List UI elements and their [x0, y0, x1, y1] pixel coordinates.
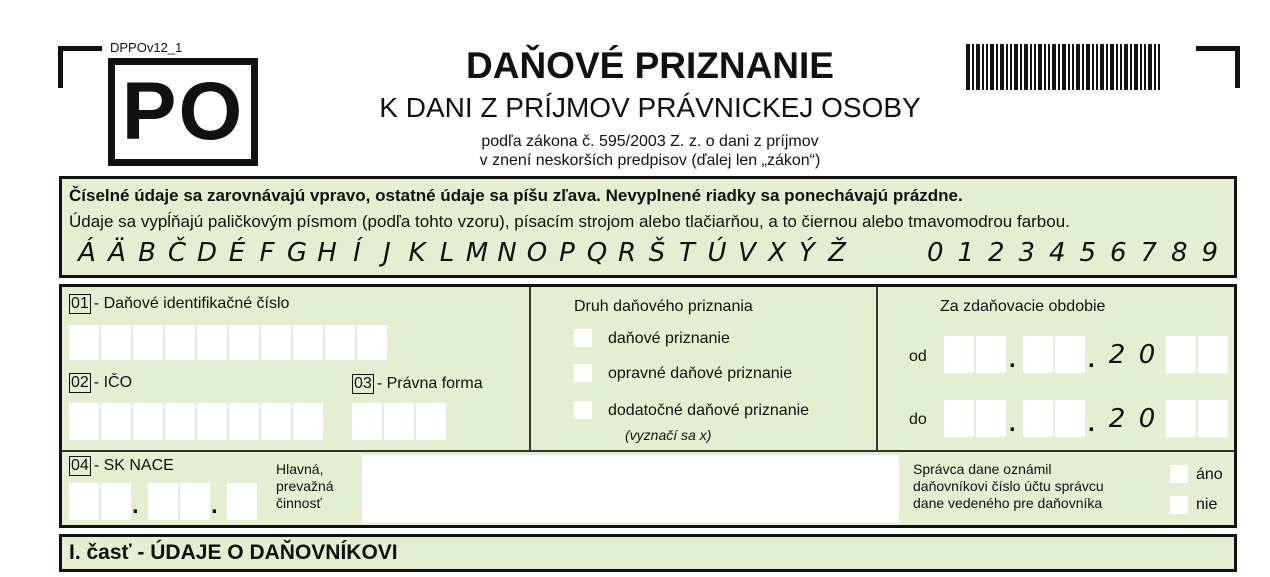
return-type-supplementary-checkbox[interactable]: [574, 401, 592, 419]
digit-cell[interactable]: [352, 403, 382, 440]
sample-letter: Ä: [108, 238, 126, 268]
return-type-heading: Druh daňového priznania: [574, 298, 753, 315]
field-02-text: - IČO: [93, 374, 133, 391]
dic-input[interactable]: [69, 325, 389, 360]
bank-notice-line: daňovníkovi číslo účtu správcu: [913, 478, 1104, 494]
sample-letter: G: [286, 238, 308, 268]
period-to-year-prefix: [1102, 404, 1162, 434]
digit-cell[interactable]: [416, 403, 446, 440]
corner-mark-top-left: [58, 46, 102, 51]
sample-letter: F: [259, 238, 275, 268]
sample-digit: 2: [987, 238, 1005, 268]
sample-letter: J: [383, 238, 391, 268]
law-reference-line-1: podľa zákona č. 595/2003 Z. z. o dani z príjmov: [481, 133, 819, 150]
section-title: I. časť - ÚDAJE O DAŇOVNÍKOVI: [69, 541, 398, 564]
corner-mark-top-left-vertical: [58, 46, 63, 88]
sample-letter: L: [439, 238, 455, 268]
sample-letter: R: [617, 238, 637, 268]
sample-letter: Ý: [799, 238, 815, 268]
field-04-number: 04: [71, 457, 89, 474]
digit-cell[interactable]: [229, 325, 259, 360]
main-activity-label: [276, 461, 334, 512]
sample-digit: 4: [1048, 238, 1066, 268]
period-from-day-input[interactable]: [944, 336, 1008, 373]
separator-dot: .: [132, 492, 139, 519]
return-type-corrective-label: opravné daňové priznanie: [608, 365, 793, 382]
period-to-year-input[interactable]: [1166, 400, 1230, 437]
nace-part-1-input[interactable]: [69, 483, 133, 520]
instructions-text: Údaje sa vypĺňajú paličkovým písmom (podľa tohto vzoru), písacím strojom alebo tlačiarňou, a to čiernou alebo tmavomodrou farbou.: [69, 212, 1070, 231]
digit-cell[interactable]: [293, 403, 323, 440]
digit-cell[interactable]: [165, 325, 195, 360]
period-from-year-prefix: [1102, 340, 1162, 370]
digit-cell[interactable]: [69, 403, 99, 440]
corner-mark-top-right-vertical: [1235, 46, 1240, 88]
period-from-label: od: [909, 348, 927, 365]
digit-cell[interactable]: [101, 483, 131, 520]
law-reference-line-2: v znení neskorších predpisov (ďalej len „zákon“): [479, 152, 821, 169]
field-04-text: - SK NACE: [93, 457, 174, 474]
digit-cell[interactable]: [944, 400, 974, 437]
year-digit: 2: [1108, 340, 1126, 370]
digit-cell[interactable]: [197, 325, 227, 360]
nace-part-2-input[interactable]: [148, 483, 212, 520]
year-digit: 0: [1138, 404, 1156, 434]
digit-cell[interactable]: [1198, 400, 1228, 437]
sample-digit: 3: [1018, 238, 1036, 268]
separator-dot: .: [1088, 346, 1095, 373]
legal-form-input[interactable]: [352, 403, 448, 440]
form-badge-text: PO: [121, 66, 245, 157]
period-to-day-input[interactable]: [944, 400, 1008, 437]
sample-letter: V: [738, 238, 756, 268]
separator-dot: .: [211, 492, 218, 519]
main-activity-input[interactable]: [362, 455, 899, 523]
instructions-bold-text: Číselné údaje sa zarovnávajú vpravo, ostatné údaje sa píšu zľava. Nevyplnené riadky sa ponechávajú prázdne.: [69, 186, 963, 205]
sample-letter: Ž: [828, 238, 846, 268]
field-04-label: [69, 456, 174, 476]
main-activity-label-line: Hlavná,: [276, 461, 324, 477]
sample-letters: [72, 238, 852, 268]
year-digit: 0: [1138, 340, 1156, 370]
barcode: [966, 44, 1160, 90]
digit-cell[interactable]: [1166, 336, 1196, 373]
main-activity-label-line: činnosť: [276, 495, 322, 511]
bank-notice-yes-checkbox[interactable]: [1170, 465, 1188, 483]
digit-cell[interactable]: [293, 325, 323, 360]
field-01-number: 01: [71, 295, 89, 312]
return-type-regular-checkbox[interactable]: [574, 329, 592, 347]
sample-digit: 9: [1201, 238, 1219, 268]
digit-cell[interactable]: [101, 403, 131, 440]
digit-cell[interactable]: [69, 325, 99, 360]
digit-cell[interactable]: [180, 483, 210, 520]
field-01-label: [69, 294, 289, 314]
sample-letter: N: [497, 238, 517, 268]
sample-letter: Š: [648, 238, 666, 268]
digit-cell[interactable]: [976, 336, 1006, 373]
sample-digit: 7: [1140, 238, 1158, 268]
sample-letter: Í: [353, 238, 361, 268]
digit-cell[interactable]: [976, 400, 1006, 437]
digit-cell[interactable]: [261, 403, 291, 440]
field-03-text: - Právna forma: [376, 375, 483, 392]
digit-cell[interactable]: [1055, 336, 1085, 373]
main-activity-label-line: prevažná: [276, 478, 334, 494]
bank-notice-no-label: nie: [1196, 496, 1218, 513]
digit-cell[interactable]: [325, 325, 355, 360]
period-to-month-input[interactable]: [1023, 400, 1087, 437]
bank-notice-text: [913, 461, 1104, 512]
return-type-regular-label: daňové priznanie: [608, 330, 730, 347]
field-01-text: - Daňové identifikačné číslo: [93, 295, 290, 312]
sample-letter: D: [196, 238, 218, 268]
sample-digits: [920, 238, 1225, 268]
sample-letter: Q: [586, 238, 608, 268]
digit-cell[interactable]: [1023, 336, 1053, 373]
sample-letter: Ú: [707, 238, 727, 268]
sample-digit: 0: [926, 238, 944, 268]
digit-cell[interactable]: [165, 403, 195, 440]
form-code: DPPOv12_1: [110, 40, 183, 55]
bank-notice-yes-label: áno: [1196, 466, 1223, 483]
sample-letter: B: [138, 238, 156, 268]
field-03-number: 03: [354, 375, 372, 392]
digit-cell[interactable]: [1023, 400, 1053, 437]
digit-cell[interactable]: [357, 325, 387, 360]
sample-letter: M: [465, 238, 489, 268]
divider: [62, 450, 1234, 452]
digit-cell[interactable]: [229, 403, 259, 440]
sample-digit: 5: [1079, 238, 1097, 268]
separator-dot: .: [1088, 410, 1095, 437]
nace-part-3-input[interactable]: [227, 483, 259, 520]
digit-cell[interactable]: [133, 403, 163, 440]
field-02-label: [69, 373, 132, 393]
digit-cell[interactable]: [197, 403, 227, 440]
sample-letter: X: [768, 238, 786, 268]
return-type-note: (vyznačí sa x): [625, 427, 712, 443]
period-to-label: do: [909, 411, 927, 428]
sample-letter: O: [526, 238, 548, 268]
digit-cell[interactable]: [1055, 400, 1085, 437]
bank-notice-line: dane vedeného pre daňovníka: [913, 495, 1103, 511]
form-badge: [108, 58, 258, 166]
sample-digit: 8: [1170, 238, 1188, 268]
separator-dot: .: [1009, 410, 1016, 437]
period-from-month-input[interactable]: [1023, 336, 1087, 373]
digit-cell[interactable]: [944, 336, 974, 373]
bank-notice-line: Správca dane oznámil: [913, 461, 1052, 477]
period-from-year-input[interactable]: [1166, 336, 1230, 373]
digit-cell[interactable]: [148, 483, 178, 520]
digit-cell[interactable]: [1166, 400, 1196, 437]
sample-digit: 6: [1109, 238, 1127, 268]
sample-letter: Á: [78, 238, 96, 268]
field-03-label: [352, 374, 483, 394]
sample-letter: Č: [167, 238, 187, 268]
digit-cell[interactable]: [261, 325, 291, 360]
sample-letter: P: [559, 238, 575, 268]
sample-letter: T: [679, 238, 695, 268]
digit-cell[interactable]: [227, 483, 257, 520]
sample-letter: K: [408, 238, 426, 268]
sample-digit: 1: [957, 238, 975, 268]
digit-cell[interactable]: [69, 483, 99, 520]
digit-cell[interactable]: [384, 403, 414, 440]
digit-cell[interactable]: [133, 325, 163, 360]
page-title: DAŇOVÉ PRIZNANIE: [466, 45, 834, 86]
page-subtitle: K DANI Z PRÍJMOV PRÁVNICKEJ OSOBY: [379, 92, 921, 123]
field-02-number: 02: [71, 374, 89, 391]
divider: [529, 287, 531, 451]
digit-cell[interactable]: [1198, 336, 1228, 373]
year-digit: 2: [1108, 404, 1126, 434]
period-heading: Za zdaňovacie obdobie: [940, 298, 1106, 315]
digit-cell[interactable]: [101, 325, 131, 360]
ico-input[interactable]: [69, 403, 325, 440]
separator-dot: .: [1009, 346, 1016, 373]
sample-letter: H: [317, 238, 337, 268]
return-type-corrective-checkbox[interactable]: [574, 364, 592, 382]
sample-letter: É: [228, 238, 246, 268]
return-type-supplementary-label: dodatočné daňové priznanie: [608, 402, 810, 419]
corner-mark-top-right: [1196, 46, 1240, 51]
bank-notice-no-checkbox[interactable]: [1170, 496, 1188, 514]
divider: [876, 287, 878, 451]
